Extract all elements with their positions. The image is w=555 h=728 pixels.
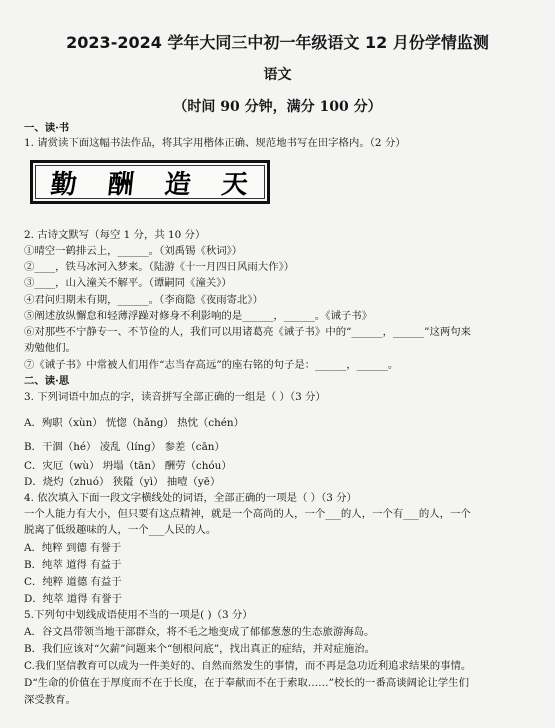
q3-option-c: C．灾厄（wù） 坍塌（tān） 酬劳（chóu） bbox=[24, 460, 232, 472]
q5-option-a: A．谷文昌带领当地干部群众，将不毛之地变成了郁郁葱葱的生态旅游海岛。 bbox=[24, 626, 375, 638]
question-1: 1. 请赏读下面这幅书法作品，将其字用楷体正确、规范地书写在田字格内。（2 分） bbox=[24, 137, 406, 149]
poem-item-3: ③____，山入潼关不解平。（谭嗣同《潼关》） bbox=[24, 277, 232, 289]
section-heading-read-write: 一、读·书 bbox=[24, 122, 70, 134]
q3-option-a: A．殉职（xùn） 恍惚（hǎng） 热忱（chén） bbox=[24, 417, 245, 429]
q5-option-d: D“生命的价值在于厚度而不在于长度，在于奉献而不在于索取……”校长的一番高谈阔论让学生们 bbox=[24, 677, 469, 689]
q4-passage-2: 脱离了低级趣味的人，一个___人民的人。 bbox=[24, 524, 217, 536]
q4-option-a: A．纯粹 到德 有誉于 bbox=[24, 542, 122, 554]
poem-item-6: ⑥对那些不宁静专一、不节俭的人，我们可以用诸葛亮《诫子书》中的“______，______”这两句来 bbox=[24, 326, 472, 338]
poem-item-6-cont: 劝勉他们。 bbox=[24, 342, 76, 354]
calligraphy-char: 天 bbox=[220, 169, 250, 200]
calligraphy-char: 酬 bbox=[106, 169, 136, 200]
question-2: 2. 古诗文默写（每空 1 分，共 10 分） bbox=[24, 229, 206, 241]
q3-option-b: B．干涸（hé） 凌乱（líng） 参差（cān） bbox=[24, 441, 225, 453]
q4-option-c: C．纯粹 道德 有益于 bbox=[24, 576, 122, 588]
time-info: （时间 90 分钟，满分 100 分） bbox=[173, 99, 382, 115]
poem-item-4: ④君问归期未有期，______。（李商隐《夜雨寄北》） bbox=[24, 294, 263, 306]
poem-item-7: ⑦《诫子书》中常被人们用作“志当存高远”的座右铭的句子是：______，______。 bbox=[24, 359, 399, 371]
poem-item-5: ⑤阐述放纵懈怠和轻薄浮躁对修身不利影响的是______，______。《诫子书》 bbox=[24, 310, 373, 322]
q3-option-d: D．烧灼（zhuó） 狭隘（yì） 抽噎（yē） bbox=[24, 476, 221, 488]
q5-option-b: B．我们应该对“欠薪”问题来个“刨根问底”，找出真正的症结，并对症施治。 bbox=[24, 643, 375, 655]
q4-option-b: B．纯萃 道得 有益于 bbox=[24, 559, 122, 571]
question-4: 4. 依次填入下面一段文字横线处的词语，全部正确的一项是（ ）（3 分） bbox=[24, 492, 357, 504]
section-heading-read-think: 二、读·思 bbox=[24, 375, 70, 387]
question-3: 3. 下列词语中加点的字，读音拼写全部正确的一组是（ ）（3 分） bbox=[24, 391, 326, 403]
subject-label: 语文 bbox=[263, 67, 292, 83]
exam-title: 2023-2024 学年大同三中初一年级语文 12 月份学情监测 bbox=[66, 33, 489, 52]
poem-item-2: ②____，铁马冰河入梦来。（陆游《十一月四日风雨大作》） bbox=[24, 261, 295, 273]
calligraphy-char: 勤 bbox=[49, 169, 79, 200]
calligraphy-char: 造 bbox=[163, 169, 193, 200]
poem-item-1: ①晴空一鹤排云上，______。（刘禹锡《秋词》） bbox=[24, 245, 243, 257]
q4-option-d: D．纯萃 道得 有誉于 bbox=[24, 593, 123, 605]
calligraphy-artwork bbox=[30, 160, 270, 204]
q5-option-c: C.我们坚信教育可以成为一件美好的、自然而然发生的事情，而不再是急功近利追求结果的事情。 bbox=[24, 660, 472, 672]
question-5: 5.下列句中划线成语使用不当的一项是( )（3 分） bbox=[24, 609, 253, 621]
q4-passage-1: 一个人能力有大小，但只要有这点精神，就是一个高尚的人，一个___的人，一个有___的人，一个 bbox=[24, 508, 471, 520]
q5-option-d-cont: 深受教育。 bbox=[24, 694, 76, 706]
